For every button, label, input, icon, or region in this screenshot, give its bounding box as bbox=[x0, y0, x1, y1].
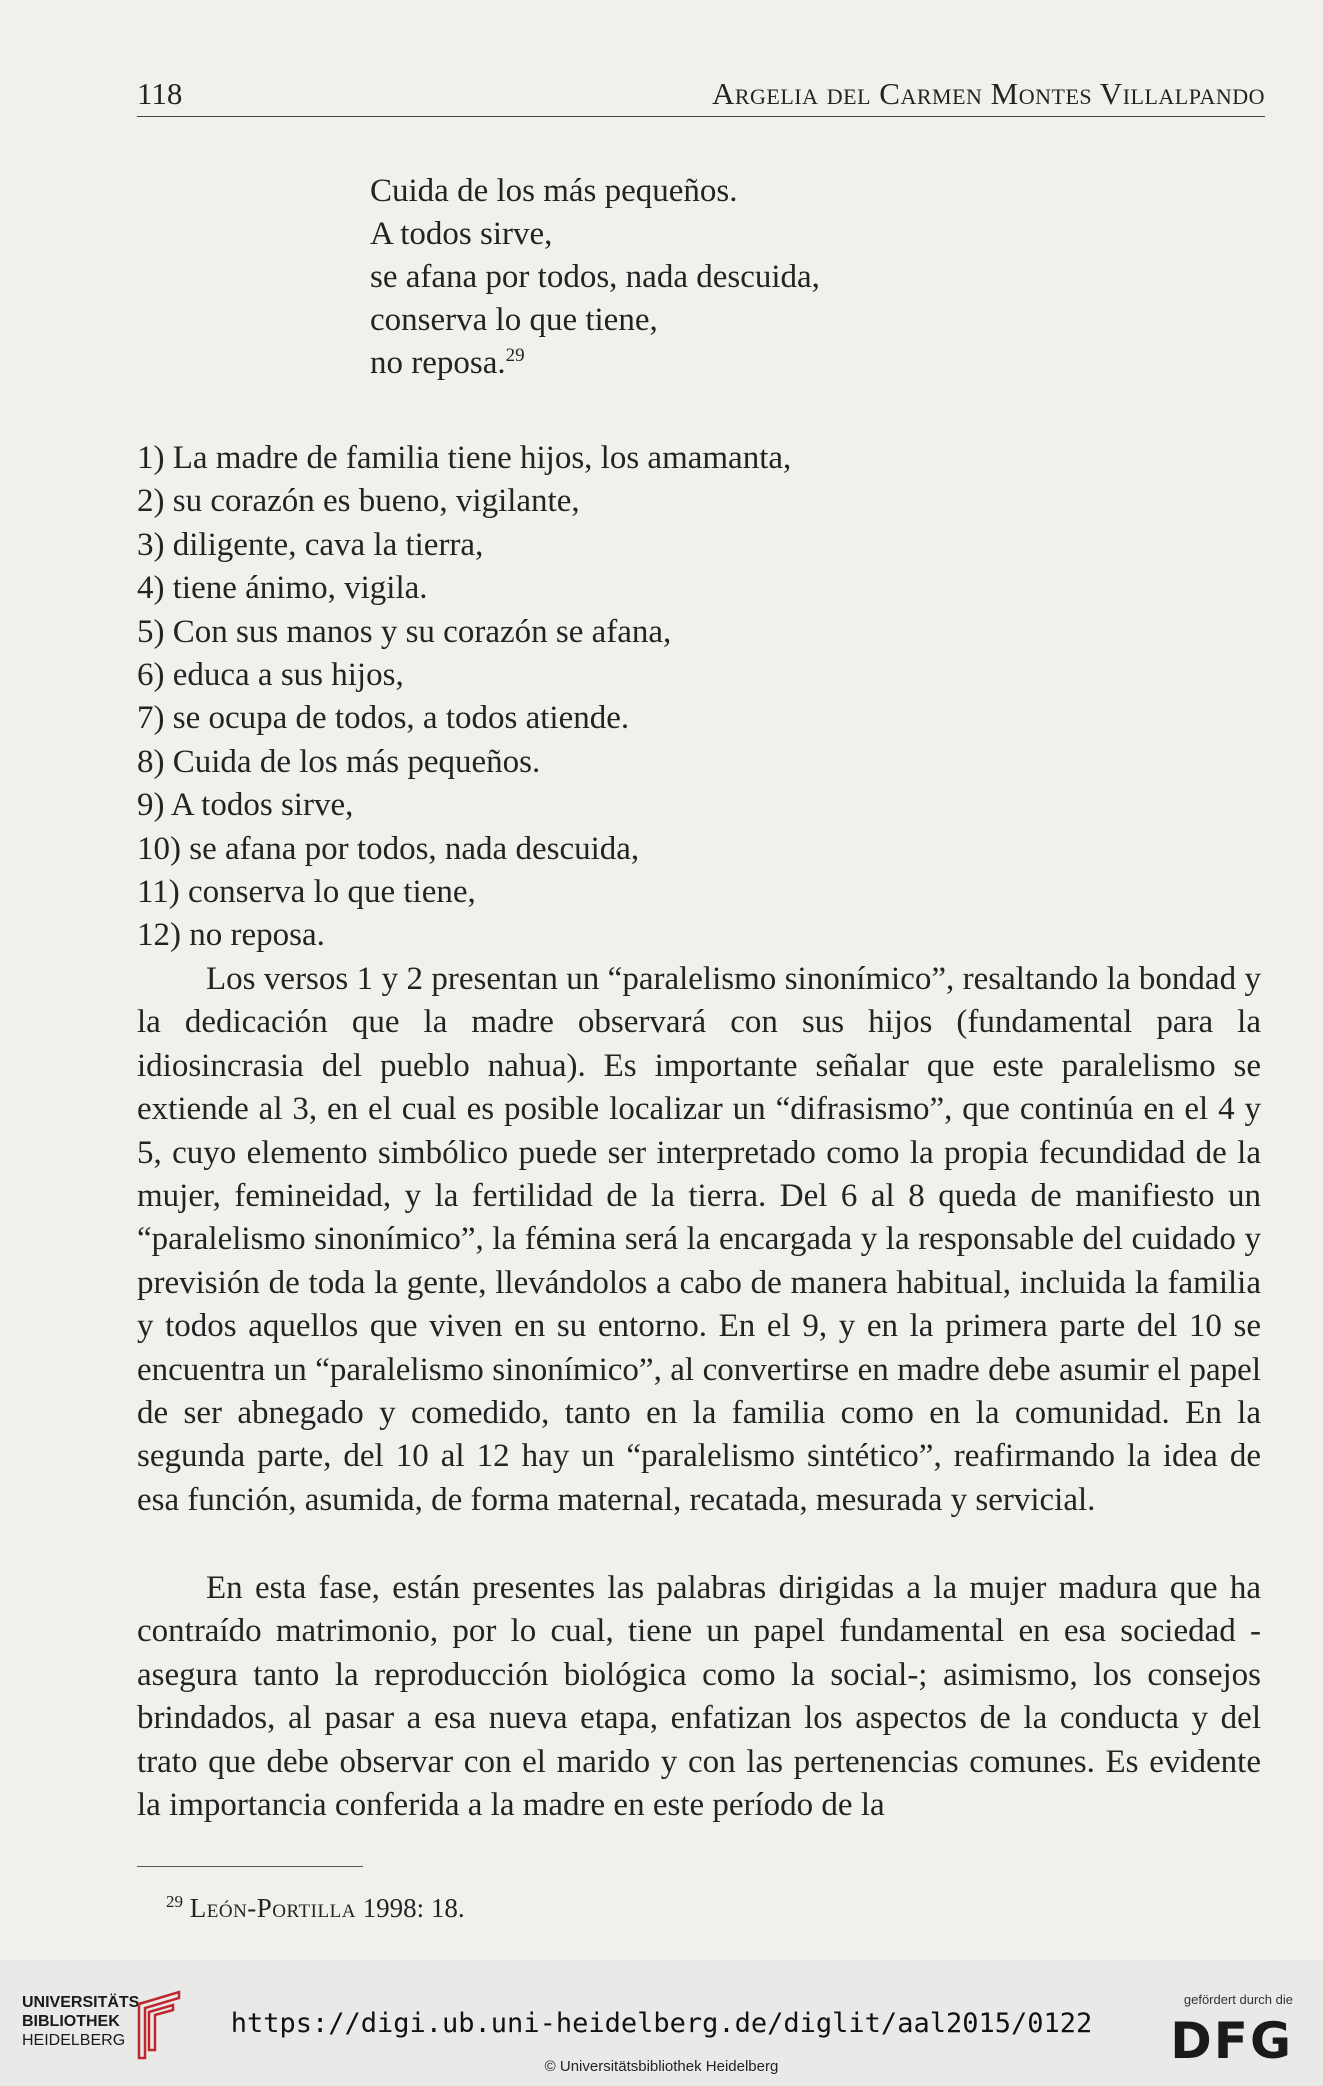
page-header bbox=[137, 76, 1265, 117]
numbered-line: 6) educa a sus hijos, bbox=[137, 657, 404, 694]
page-number: 118 bbox=[137, 76, 183, 111]
numbered-line: 5) Con sus manos y su corazón se afana, bbox=[137, 613, 672, 650]
numbered-line: 7) se ocupa de todos, a todos atiende. bbox=[137, 700, 630, 737]
footnote-reference: 29 bbox=[505, 345, 525, 366]
running-head: Argelia del Carmen Montes Villalpando bbox=[711, 76, 1265, 111]
numbered-line: 9) A todos sirve, bbox=[137, 787, 354, 824]
verse-line: conserva lo que tiene, bbox=[370, 302, 658, 338]
numbered-line: 1) La madre de familia tiene hijos, los amamanta, bbox=[137, 440, 792, 476]
footnote-author: León-Portilla bbox=[189, 1893, 356, 1923]
body-paragraph: En esta fase, están presentes las palabras dirigidas a la mujer madura que ha contraído matrimonio, por lo cual, tiene un papel fundamental en esa sociedad -asegura tanto la reproducción biológica como la social-; asimismo, los consejos brindados, al pasar a esa nueva etapa, enfatizan los aspectos de la conducta y del trato que debe observar con el marido y con las pertenencias comunes. Es evidente la importancia conferida a la madre en este período de la bbox=[137, 1570, 1261, 1824]
verse-line: se afana por todos, nada descuida, bbox=[370, 259, 820, 295]
numbered-line: 11) conserva lo que tiene, bbox=[137, 874, 476, 911]
footnote-number: 29 bbox=[166, 1892, 183, 1911]
library-name-line: UNIVERSITÄTS- bbox=[22, 1994, 145, 2011]
copyright-notice: © Universitätsbibliothek Heidelberg bbox=[544, 2058, 779, 2075]
verse-line-last bbox=[370, 342, 820, 385]
library-name-line: BIBLIOTHEK bbox=[22, 2013, 120, 2030]
document-url-link[interactable]: https://digi.ub.uni-heidelberg.de/diglit/aal2015/0122 bbox=[230, 2008, 1093, 2039]
library-name-line: HEIDELBERG bbox=[22, 2032, 126, 2049]
funded-by-label: gefördert durch die bbox=[1183, 1992, 1293, 2007]
footnote-rule bbox=[137, 1866, 363, 1867]
numbered-line: 8) Cuida de los más pequeños. bbox=[137, 743, 541, 780]
digitization-footer bbox=[0, 1960, 1323, 2086]
numbered-line: 4) tiene ánimo, vigila. bbox=[137, 570, 428, 607]
numbered-line: 2) su corazón es bueno, vigilante, bbox=[137, 483, 580, 520]
verse-block bbox=[370, 170, 820, 385]
verse-line: Cuida de los más pequeños. bbox=[370, 173, 738, 209]
numbered-line: 10) se afana por todos, nada descuida, bbox=[137, 830, 640, 867]
verse-line-text: no reposa. bbox=[370, 345, 506, 381]
numbered-line: 12) no reposa. bbox=[137, 917, 325, 954]
verse-line: A todos sirve, bbox=[370, 216, 553, 252]
body-paragraph: Los versos 1 y 2 presentan un “paralelismo sinonímico”, resaltando la bondad y la dedicación que la madre observará con sus hijos (fundamental para la idiosincrasia del pueblo nahua). Es importante señalar que este paralelismo se extiende al 3, en el cual es posible localizar un “difrasismo”, que continúa en el 4 y 5, cuyo elemento simbólico puede ser interpretado como la propia fecundidad de la mujer, femineidad, y la fertilidad de la tierra. Del 6 al 8 queda de manifiesto un “paralelismo sinonímico”, la fémina será la encargada y la responsable del cuidado y previsión de toda la gente, llevándolos a cabo de manera habitual, incluida la familia y todos aquellos que viven en su entorno. En el 9, y en la primera parte del 10 se encuentra un “paralelismo sinonímico”, al convertirse en madre debe asumir el papel de ser abnegado y comedido, tanto en la familia como en la comunidad. En la segunda parte, del 10 al 12 hay un “paralelismo sintético”, reafirmando la idea de esa función, asumida, de forma maternal, recatada, mesurada y servicial. bbox=[137, 961, 1261, 1518]
footnote-citation: 1998: 18. bbox=[362, 1893, 465, 1923]
footnote bbox=[166, 1893, 465, 1924]
numbered-verse-list bbox=[137, 437, 791, 958]
dfg-logo: DFG bbox=[1170, 2012, 1293, 2070]
numbered-line: 3) diligente, cava la tierra, bbox=[137, 526, 484, 563]
